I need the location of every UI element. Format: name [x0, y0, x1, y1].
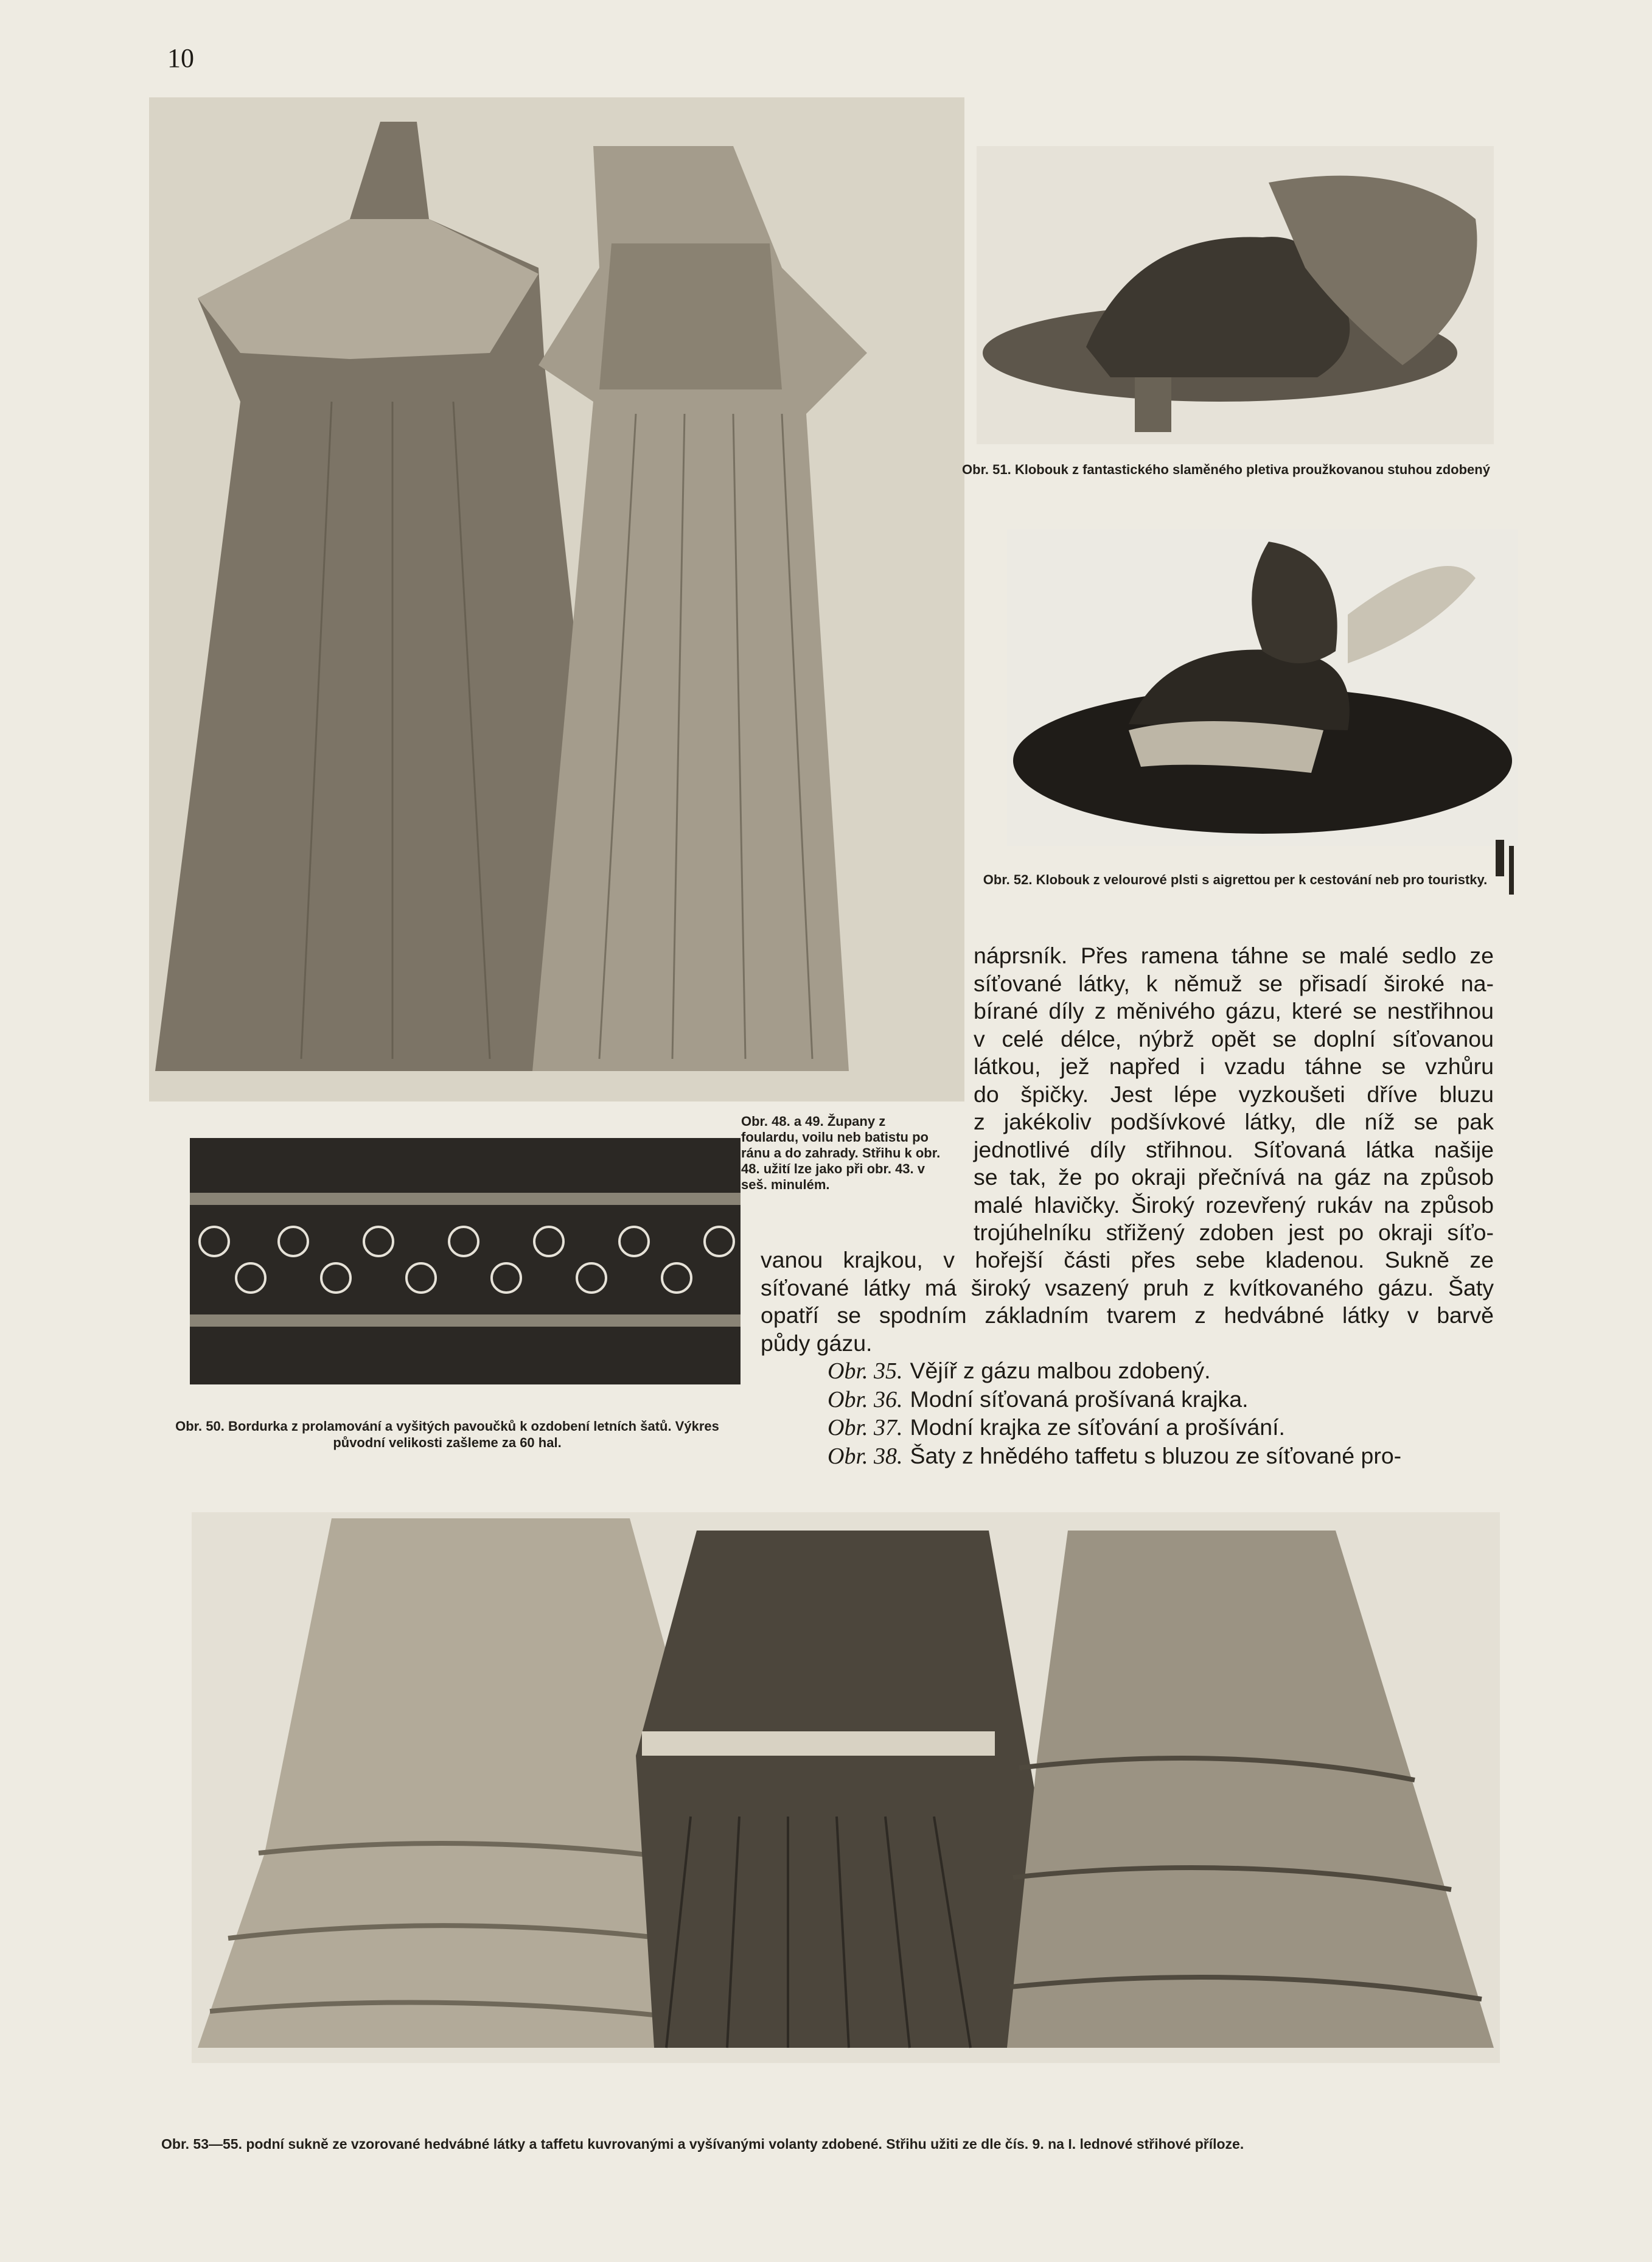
list-item-text: Modní síťovaná prošívaná krajka.	[910, 1386, 1249, 1412]
text-line: v celé délce, nýbrž opět se doplní síťovanou	[974, 1025, 1494, 1052]
text-line: opatří se spodním základním tvarem z hedvábné látky v barvě	[761, 1302, 1494, 1328]
figure-ref: Obr. 38.	[828, 1443, 903, 1469]
gowns-illustration	[149, 97, 964, 1101]
petticoats-caption: Obr. 53—55. podní sukně ze vzorované hedvábné látky a taffetu kuvrovanými a vyšívanými volanty zdobené. Střihu užiti ze dle čís. 9. na I. lednové střihové příloze.	[161, 2136, 1244, 2152]
text-line: vanou krajkou, v hořejší části přes sebe kladenou. Sukně ze	[761, 1247, 1494, 1272]
text-line: látkou, jež napřed i vzadu táhne se vzhůru	[974, 1053, 1494, 1079]
edge-mark	[1496, 840, 1504, 876]
list-item-text: Vějíř z gázu malbou zdobený.	[910, 1358, 1211, 1383]
text-line: malé hlavičky. Široký rozevřený rukáv na způsob	[974, 1192, 1494, 1218]
velour-hat-illustration-icon	[1007, 529, 1518, 846]
text-line: síťované látky, k němuž se přisadí široké na-	[974, 970, 1494, 996]
figure-ref: Obr. 36.	[828, 1386, 903, 1412]
figure-ref: Obr. 35.	[828, 1358, 903, 1384]
velour-hat-illustration	[1007, 529, 1518, 846]
article-text	[974, 942, 1494, 1247]
text-line: náprsník. Přes ramena táhne se malé sedlo ze	[974, 943, 1494, 968]
straw-hat-illustration	[977, 146, 1494, 444]
embroidered-border-illustration	[190, 1138, 741, 1384]
text-line: se tak, že po okraji přečnívá na gáz na způsob	[974, 1164, 1494, 1190]
hat51-caption: Obr. 51. Klobouk z fantastického slaměného pletiva proužkovanou stuhou zdobený	[962, 462, 1490, 477]
text-line: jednotlivé díly střihnou. Síťovaná látka našije	[974, 1136, 1494, 1162]
article-text-wide	[761, 1246, 1494, 1470]
gowns-caption: Obr. 48. a 49. Župany z foulardu, voilu neb batistu po ránu a do zahrady. Střihu k obr. 48. užití lze jako při obr. 43. v seš. minulém.	[741, 1114, 941, 1192]
petticoats-illustration-icon	[192, 1512, 1500, 2063]
text-line: síťované látky má široký vsazený pruh z kvítkovaného gázu. Šaty	[761, 1274, 1494, 1300]
gowns-illustration-icon	[149, 97, 964, 1101]
border50-caption: Obr. 50. Bordurka z prolamování a vyšitých pavoučků k ozdobení letních šatů. Výkres původní velikosti zašleme za 60 hal.	[175, 1419, 719, 1450]
text-line: bírané díly z měnivého gázu, které se nestřihnou	[974, 998, 1494, 1024]
petticoats-illustration	[192, 1512, 1500, 2063]
list-item	[761, 1442, 1494, 1471]
page-number: 10	[167, 43, 194, 73]
text-line: půdy gázu.	[761, 1330, 873, 1356]
text-line: do špičky. Jest lépe vyzkoušeti dříve bluzu	[974, 1081, 1494, 1107]
list-item	[761, 1357, 1494, 1386]
list-item-text: Modní krajka ze síťování a prošívání.	[910, 1414, 1285, 1440]
straw-hat-illustration-icon	[977, 146, 1494, 444]
text-line: trojúhelníku střižený zdoben jest po okraji síťo-	[974, 1220, 1494, 1245]
edge-mark	[1509, 846, 1514, 895]
figure-ref: Obr. 37.	[828, 1415, 903, 1440]
text-line: z jakékoliv podšívkové látky, dle níž se pak	[974, 1109, 1494, 1134]
hat52-caption: Obr. 52. Klobouk z velourové plsti s aigrettou per k cestování neb pro touristky.	[983, 872, 1488, 887]
list-item-text: Šaty z hnědého taffetu s bluzou ze síťované pro-	[910, 1442, 1402, 1468]
embroidered-border-illustration-icon	[190, 1138, 741, 1384]
list-item	[761, 1414, 1494, 1442]
list-item	[761, 1386, 1494, 1414]
